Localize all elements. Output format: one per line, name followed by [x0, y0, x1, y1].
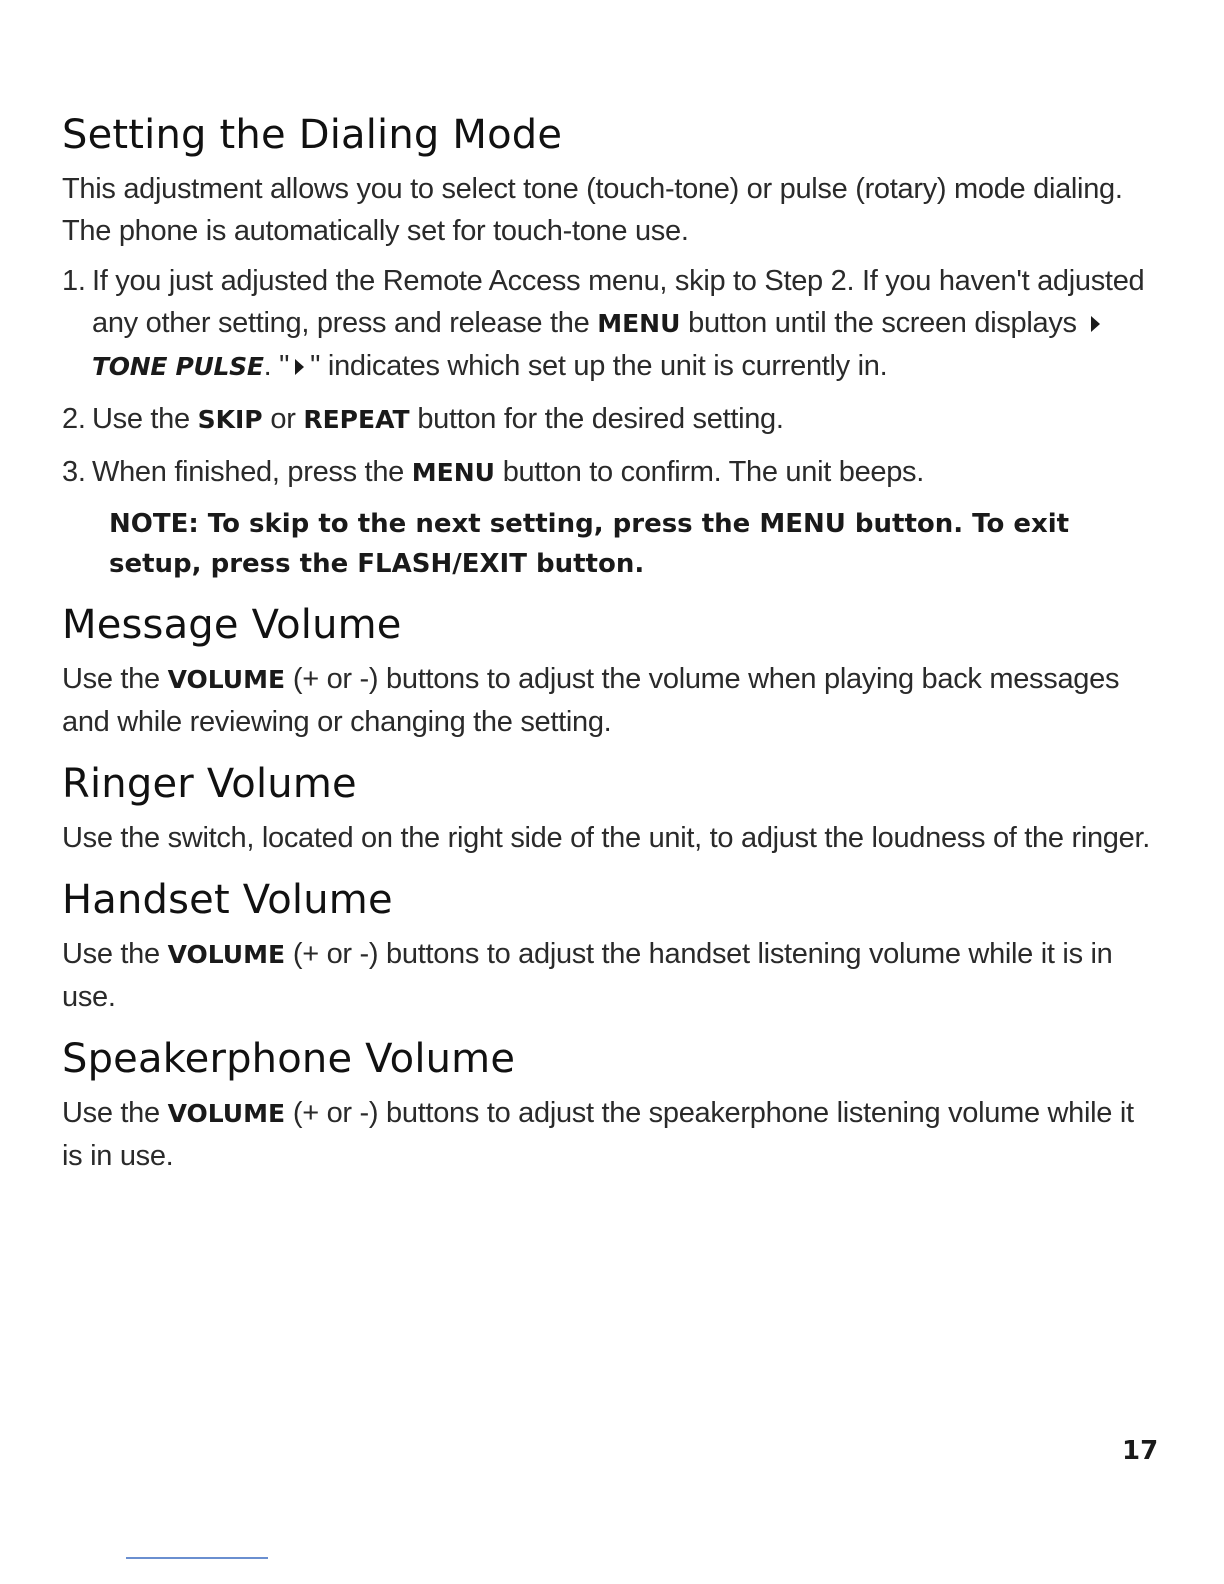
ringer-volume-text: Use the switch, located on the right side of the unit, to adjust the loudness of the ringer.: [62, 822, 1150, 854]
manual-page: [62, 112, 1157, 1195]
handset-volume-text: Use the VOLUME (+ or -) buttons to adjust the handset listening volume while it is in use.: [62, 938, 1113, 1013]
volume-keyword: VOLUME: [167, 1099, 286, 1128]
section-speakerphone-volume: [62, 1036, 1157, 1177]
step-1: [62, 260, 1157, 388]
step-1-number: 1.: [62, 265, 86, 297]
message-volume-text: Use the VOLUME (+ or -) buttons to adjust the volume when playing back messages and while reviewing or changing the setting.: [62, 663, 1120, 738]
step-3-text: When finished, press the MENU button to confirm. The unit beeps.: [92, 456, 925, 488]
right-triangle-icon: [1091, 316, 1100, 332]
page-number: 17: [1122, 1436, 1159, 1466]
step-3-number: 3.: [62, 456, 86, 488]
heading-message-volume: Message Volume: [62, 602, 402, 648]
setup-note: NOTE: To skip to the next setting, press the MENU button. To exit setup, press the FLASH/EXIT button.: [109, 509, 1070, 579]
step-1-text: If you just adjusted the Remote Access menu, skip to Step 2. If you haven't adjusted any other setting, press and release the MENU button until the screen displays TONE PULSE. " " indicates which set up the unit is currently in.: [92, 265, 1145, 382]
speakerphone-volume-text: Use the VOLUME (+ or -) buttons to adjust the speakerphone listening volume while it is in use.: [62, 1097, 1134, 1172]
heading-handset-volume: Handset Volume: [62, 877, 393, 923]
step-2: [62, 398, 1157, 441]
volume-keyword: VOLUME: [167, 940, 286, 969]
volume-keyword: VOLUME: [167, 665, 286, 694]
dialing-intro: This adjustment allows you to select tone (touch-tone) or pulse (rotary) mode dialing. The phone is automatically set for touch-tone use.: [62, 173, 1123, 247]
step-2-text: Use the SKIP or REPEAT button for the desired setting.: [92, 403, 784, 435]
heading-speakerphone-volume: Speakerphone Volume: [62, 1036, 516, 1082]
section-handset-volume: [62, 877, 1157, 1018]
dialing-steps: [62, 260, 1157, 494]
heading-dialing-mode: Setting the Dialing Mode: [62, 112, 563, 158]
repeat-keyword: REPEAT: [303, 405, 410, 434]
step-2-number: 2.: [62, 403, 86, 435]
heading-ringer-volume: Ringer Volume: [62, 761, 357, 807]
tone-pulse-keyword: TONE PULSE: [92, 352, 264, 381]
menu-keyword: MENU: [597, 309, 681, 338]
section-dialing-mode: [62, 112, 1157, 584]
menu-keyword: MENU: [411, 458, 495, 487]
footer-rule: [126, 1557, 268, 1559]
section-message-volume: [62, 602, 1157, 743]
skip-keyword: SKIP: [197, 405, 263, 434]
section-ringer-volume: [62, 761, 1157, 859]
step-3: [62, 451, 1157, 494]
right-triangle-icon: [295, 359, 304, 375]
